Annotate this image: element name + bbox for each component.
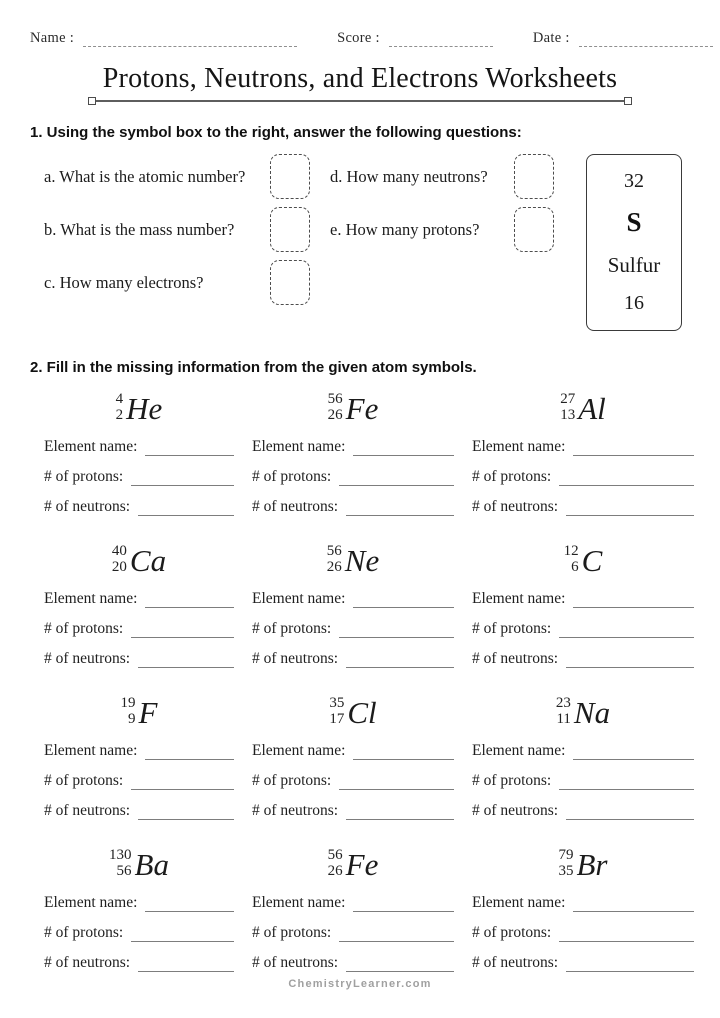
element-symbol: He: [126, 390, 163, 426]
element-name-field: [44, 589, 234, 608]
nuclide-notation: [252, 840, 454, 888]
protons-field: [252, 619, 454, 638]
element-name-label: Element name:: [472, 438, 566, 455]
question-d: [330, 154, 554, 199]
neutrons-label: # of neutrons:: [252, 650, 339, 667]
atom-cell: [44, 840, 234, 983]
atom-cell: [44, 536, 234, 679]
neutrons-label: # of neutrons:: [472, 650, 559, 667]
element-name-field: [252, 589, 454, 608]
neutrons-label: # of neutrons:: [44, 498, 131, 515]
mass-number: 130: [109, 847, 132, 864]
neutrons-label: # of neutrons:: [252, 498, 339, 515]
neutrons-label: # of neutrons:: [472, 954, 559, 971]
protons-label: # of protons:: [252, 468, 332, 485]
element-symbol: Fe: [345, 390, 379, 426]
question-e-label: e. How many protons?: [330, 219, 480, 239]
atom-cell: [44, 688, 234, 831]
mass-number: 56: [327, 391, 343, 408]
neutrons-field: [252, 649, 454, 668]
nuclide-notation: [252, 384, 454, 432]
atom-cell: [472, 536, 694, 679]
nuclide-numbers: [112, 544, 127, 576]
protons-label: # of protons:: [44, 772, 124, 789]
atomic-number: 17: [329, 711, 345, 727]
atom-grid: [44, 384, 690, 983]
element-symbol: F: [138, 694, 158, 730]
neutrons-field: [472, 801, 694, 820]
nuclide-notation: [252, 536, 454, 584]
symbol-box-mass-number: 32: [624, 170, 644, 193]
protons-blank[interactable]: [339, 481, 454, 486]
element-name-blank[interactable]: [573, 755, 694, 760]
neutrons-blank[interactable]: [138, 967, 234, 972]
neutrons-label: # of neutrons:: [252, 954, 339, 971]
element-name-field: [252, 437, 454, 456]
element-name-blank[interactable]: [353, 755, 454, 760]
date-blank-line[interactable]: [579, 33, 713, 47]
protons-field: [44, 619, 234, 638]
mass-number: 56: [326, 543, 342, 560]
question-d-answer-box[interactable]: [514, 154, 554, 199]
nuclide-notation: [472, 536, 694, 584]
atom-cell: [472, 840, 694, 983]
title-block: [0, 63, 720, 102]
nuclide-numbers: [328, 848, 343, 880]
neutrons-label: # of neutrons:: [44, 954, 131, 971]
neutrons-field: [252, 497, 454, 516]
nuclide-numbers: [121, 696, 136, 728]
element-name-field: [472, 741, 694, 760]
neutrons-field: [44, 953, 234, 972]
mass-number: 12: [563, 543, 579, 560]
question-b: [44, 207, 310, 252]
nuclide-numbers: [328, 392, 343, 424]
nuclide-notation: [44, 384, 234, 432]
nuclide-numbers: [329, 696, 344, 728]
element-name-field: [44, 741, 234, 760]
header: [0, 0, 720, 47]
atomic-number: 56: [116, 863, 132, 879]
protons-label: # of protons:: [252, 620, 332, 637]
neutrons-label: # of neutrons:: [44, 650, 131, 667]
element-symbol: C: [581, 542, 603, 578]
question-b-label: b. What is the mass number?: [44, 219, 235, 239]
protons-blank[interactable]: [559, 633, 694, 638]
protons-label: # of protons:: [44, 620, 124, 637]
nuclide-numbers: [560, 392, 575, 424]
nuclide-numbers: [109, 848, 132, 880]
element-name-blank[interactable]: [145, 755, 234, 760]
protons-label: # of protons:: [472, 772, 552, 789]
element-name-blank[interactable]: [145, 451, 234, 456]
element-name-field: [472, 589, 694, 608]
neutrons-label: # of neutrons:: [472, 498, 559, 515]
neutrons-field: [44, 649, 234, 668]
protons-label: # of protons:: [472, 924, 552, 941]
element-name-label: Element name:: [44, 438, 138, 455]
nuclide-notation: [44, 840, 234, 888]
element-name-field: [472, 893, 694, 912]
nuclide-numbers: [564, 544, 579, 576]
date-field: [533, 30, 713, 47]
element-symbol: Ne: [344, 542, 380, 578]
q1-body: [44, 154, 682, 332]
element-name-blank[interactable]: [353, 451, 454, 456]
name-blank-line[interactable]: [83, 33, 297, 47]
element-name-field: [44, 437, 234, 456]
protons-label: # of protons:: [472, 468, 552, 485]
nuclide-numbers: [116, 392, 124, 424]
protons-label: # of protons:: [252, 772, 332, 789]
element-name-blank[interactable]: [145, 603, 234, 608]
atomic-number: 20: [111, 559, 127, 575]
nuclide-notation: [472, 384, 694, 432]
protons-field: [44, 923, 234, 942]
element-name-blank[interactable]: [353, 907, 454, 912]
protons-label: # of protons:: [44, 468, 124, 485]
atom-cell: [252, 688, 454, 831]
neutrons-blank[interactable]: [566, 967, 694, 972]
name-field: [30, 30, 297, 47]
question-c-answer-box[interactable]: [270, 260, 310, 305]
question-a-answer-box[interactable]: [270, 154, 310, 199]
date-label: Date :: [532, 30, 570, 46]
element-name-label: Element name:: [44, 894, 138, 911]
protons-blank[interactable]: [559, 481, 694, 486]
atom-cell: [252, 840, 454, 983]
element-name-label: Element name:: [44, 742, 138, 759]
atom-cell: [472, 688, 694, 831]
protons-blank[interactable]: [339, 937, 454, 942]
mass-number: 27: [560, 391, 576, 408]
element-name-label: Element name:: [472, 742, 566, 759]
nuclide-notation: [44, 688, 234, 736]
neutrons-blank[interactable]: [566, 511, 694, 516]
protons-field: [472, 619, 694, 638]
atom-cell: [252, 384, 454, 527]
protons-blank[interactable]: [131, 937, 234, 942]
question-c-label: c. How many electrons?: [44, 272, 204, 292]
protons-blank[interactable]: [559, 937, 694, 942]
element-name-field: [44, 893, 234, 912]
mass-number: 23: [555, 695, 571, 712]
element-symbol: Al: [578, 390, 606, 426]
element-name-label: Element name:: [252, 590, 346, 607]
atomic-number: 35: [558, 863, 574, 879]
element-symbol: Br: [576, 846, 608, 882]
element-name-blank[interactable]: [573, 907, 694, 912]
protons-field: [472, 467, 694, 486]
question-d-label: d. How many neutrons?: [330, 166, 488, 186]
nuclide-numbers: [556, 696, 571, 728]
neutrons-blank[interactable]: [346, 967, 454, 972]
atomic-number: 11: [556, 711, 571, 727]
symbol-box-element-symbol: S: [626, 207, 642, 238]
protons-blank[interactable]: [339, 633, 454, 638]
element-name-field: [472, 437, 694, 456]
atom-cell: [472, 384, 694, 527]
neutrons-field: [472, 649, 694, 668]
neutrons-blank[interactable]: [138, 511, 234, 516]
mass-number: 56: [327, 847, 343, 864]
mass-number: 4: [115, 391, 124, 408]
protons-field: [252, 771, 454, 790]
protons-blank[interactable]: [339, 785, 454, 790]
atomic-number: 26: [327, 407, 343, 423]
question-a: [44, 154, 310, 199]
neutrons-label: # of neutrons:: [252, 802, 339, 819]
element-name-label: Element name:: [252, 438, 346, 455]
element-symbol: Cl: [347, 694, 377, 730]
element-name-field: [252, 741, 454, 760]
question-e-answer-box[interactable]: [514, 207, 554, 252]
element-symbol-box: [586, 154, 682, 331]
protons-blank[interactable]: [131, 481, 234, 486]
atomic-number: 6: [571, 559, 579, 575]
element-name-label: Element name:: [472, 894, 566, 911]
element-name-field: [252, 893, 454, 912]
question-a-label: a. What is the atomic number?: [44, 166, 246, 186]
symbol-box-element-name: Sulfur: [607, 252, 661, 277]
nuclide-notation: [472, 840, 694, 888]
neutrons-blank[interactable]: [138, 663, 234, 668]
protons-blank[interactable]: [559, 785, 694, 790]
element-name-label: Element name:: [44, 590, 138, 607]
question-c: [44, 260, 310, 305]
atom-cell: [44, 384, 234, 527]
neutrons-blank[interactable]: [346, 663, 454, 668]
protons-field: [44, 771, 234, 790]
element-name-label: Element name:: [252, 894, 346, 911]
mass-number: 40: [111, 543, 127, 560]
mass-number: 19: [120, 695, 136, 712]
neutrons-field: [44, 801, 234, 820]
protons-field: [472, 771, 694, 790]
protons-label: # of protons:: [472, 620, 552, 637]
score-field: [337, 30, 493, 47]
q1-instruction: 1. Using the symbol box to the right, answer the following questions:: [30, 124, 522, 141]
nuclide-numbers: [559, 848, 574, 880]
neutrons-field: [472, 497, 694, 516]
neutrons-field: [472, 953, 694, 972]
protons-field: [252, 467, 454, 486]
element-symbol: Na: [573, 694, 611, 730]
score-label: Score :: [337, 30, 380, 46]
neutrons-field: [44, 497, 234, 516]
nuclide-notation: [44, 536, 234, 584]
protons-field: [472, 923, 694, 942]
neutrons-label: # of neutrons:: [472, 802, 559, 819]
atomic-number: 9: [128, 711, 136, 727]
neutrons-label: # of neutrons:: [44, 802, 131, 819]
atomic-number: 26: [326, 559, 342, 575]
mass-number: 79: [558, 847, 574, 864]
footer-watermark: ChemistryLearner.com: [288, 978, 432, 990]
protons-blank[interactable]: [131, 785, 234, 790]
neutrons-blank[interactable]: [566, 815, 694, 820]
protons-blank[interactable]: [131, 633, 234, 638]
title-rule: [92, 100, 628, 102]
symbol-box-atomic-number: 16: [624, 291, 644, 314]
element-symbol: Ba: [134, 846, 169, 882]
nuclide-numbers: [327, 544, 342, 576]
neutrons-blank[interactable]: [346, 511, 454, 516]
element-name-label: Element name:: [472, 590, 566, 607]
element-name-label: Element name:: [252, 742, 346, 759]
page-title: Protons, Neutrons, and Electrons Worksheets: [102, 63, 618, 94]
neutrons-blank[interactable]: [566, 663, 694, 668]
nuclide-notation: [252, 688, 454, 736]
element-name-blank[interactable]: [573, 451, 694, 456]
atomic-number: 13: [560, 407, 576, 423]
neutrons-field: [252, 953, 454, 972]
name-label: Name :: [30, 30, 75, 46]
protons-field: [252, 923, 454, 942]
neutrons-blank[interactable]: [346, 815, 454, 820]
nuclide-notation: [472, 688, 694, 736]
element-name-blank[interactable]: [353, 603, 454, 608]
atomic-number: 2: [115, 407, 124, 423]
q2-instruction: 2. Fill in the missing information from the given atom symbols.: [30, 359, 477, 376]
element-symbol: Fe: [345, 846, 379, 882]
score-blank-line[interactable]: [389, 33, 493, 47]
protons-label: # of protons:: [44, 924, 124, 941]
protons-label: # of protons:: [252, 924, 332, 941]
neutrons-blank[interactable]: [138, 815, 234, 820]
protons-field: [44, 467, 234, 486]
atomic-number: 26: [327, 863, 343, 879]
question-e: [330, 207, 554, 252]
element-name-blank[interactable]: [573, 603, 694, 608]
mass-number: 35: [329, 695, 345, 712]
question-b-answer-box[interactable]: [270, 207, 310, 252]
neutrons-field: [252, 801, 454, 820]
element-symbol: Ca: [129, 542, 167, 578]
atom-cell: [252, 536, 454, 679]
element-name-blank[interactable]: [145, 907, 234, 912]
